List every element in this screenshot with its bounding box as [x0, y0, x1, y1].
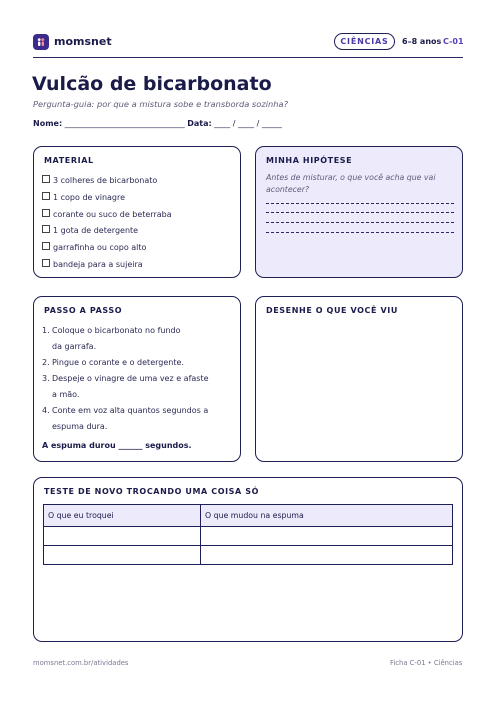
retry-title: TESTE DE NOVO TROCANDO UMA COISA SÓ: [44, 487, 259, 496]
material-item[interactable]: garrafinha ou copo alto: [42, 240, 172, 257]
material-item[interactable]: 1 gota de detergente: [42, 223, 172, 240]
header-divider: [33, 57, 463, 58]
table-cell[interactable]: [44, 546, 201, 565]
material-item[interactable]: bandeja para a sujeira: [42, 257, 172, 274]
checkbox-icon[interactable]: [42, 192, 50, 200]
family-icon: [36, 37, 46, 47]
step-item: 4. Conte em voz alta quantos segundos a espuma dura.: [42, 406, 209, 431]
name-field[interactable]: ______________________________: [62, 119, 185, 128]
material-title: MATERIAL: [44, 156, 94, 165]
material-box: [33, 146, 241, 278]
foam-duration-line[interactable]: A espuma durou ______ segundos.: [42, 441, 192, 450]
step-item: 1. Coloque o bicarbonato no fundo da garrafa.: [42, 326, 181, 351]
checkbox-icon[interactable]: [42, 259, 50, 267]
brand-name: momsnet: [54, 35, 112, 48]
retry-table: [43, 504, 453, 565]
checkbox-icon[interactable]: [42, 242, 50, 250]
table-cell[interactable]: [201, 527, 453, 546]
page-title: Vulcão de bicarbonato: [32, 73, 272, 95]
column-header: O que mudou na espuma: [201, 505, 453, 527]
brand-logo: [33, 34, 49, 50]
name-label: Nome:: [33, 119, 63, 128]
name-date-line: [33, 118, 282, 129]
table-row: [44, 546, 453, 565]
steps-box: [33, 296, 241, 462]
date-field[interactable]: ____ / ____ / _____: [211, 119, 282, 128]
material-list: [42, 173, 172, 274]
material-item[interactable]: 1 copo de vinagre: [42, 190, 172, 207]
table-row: [44, 527, 453, 546]
steps-title: PASSO A PASSO: [44, 306, 123, 315]
table-cell[interactable]: [201, 546, 453, 565]
footer-sheet-label: Ficha C-01 • Ciências: [390, 659, 463, 667]
steps-list: [42, 323, 227, 435]
table-cell[interactable]: [44, 527, 201, 546]
drawing-title: DESENHE O QUE VOCÊ VIU: [266, 306, 398, 315]
step-item: 3. Despeje o vinagre de uma vez e afaste a mão.: [42, 374, 209, 399]
answer-line[interactable]: [266, 232, 454, 233]
subject-badge: CIÊNCIAS: [334, 33, 395, 50]
answer-line[interactable]: [266, 212, 454, 213]
date-label: Data:: [187, 119, 212, 128]
drawing-box[interactable]: [255, 296, 463, 462]
column-header: O que eu troquei: [44, 505, 201, 527]
checkbox-icon[interactable]: [42, 175, 50, 183]
guiding-question: Pergunta-guia: por que a mistura sobe e transborda sozinha?: [33, 99, 288, 109]
hypothesis-box: [255, 146, 463, 278]
sheet-code: C-01: [443, 37, 464, 46]
checkbox-icon[interactable]: [42, 225, 50, 233]
table-header-row: [44, 505, 453, 527]
material-item[interactable]: 3 colheres de bicarbonato: [42, 173, 172, 190]
footer-url[interactable]: momsnet.com.br/atividades: [33, 659, 129, 667]
answer-line[interactable]: [266, 203, 454, 204]
material-item[interactable]: corante ou suco de beterraba: [42, 207, 172, 224]
answer-line[interactable]: [266, 222, 454, 223]
age-range: 6–8 anos: [402, 37, 442, 46]
checkbox-icon[interactable]: [42, 209, 50, 217]
hypothesis-title: MINHA HIPÓTESE: [266, 156, 353, 165]
hypothesis-prompt: Antes de misturar, o que você acha que vai acontecer?: [266, 173, 436, 194]
step-item: 2. Pingue o corante e o detergente.: [42, 358, 184, 367]
